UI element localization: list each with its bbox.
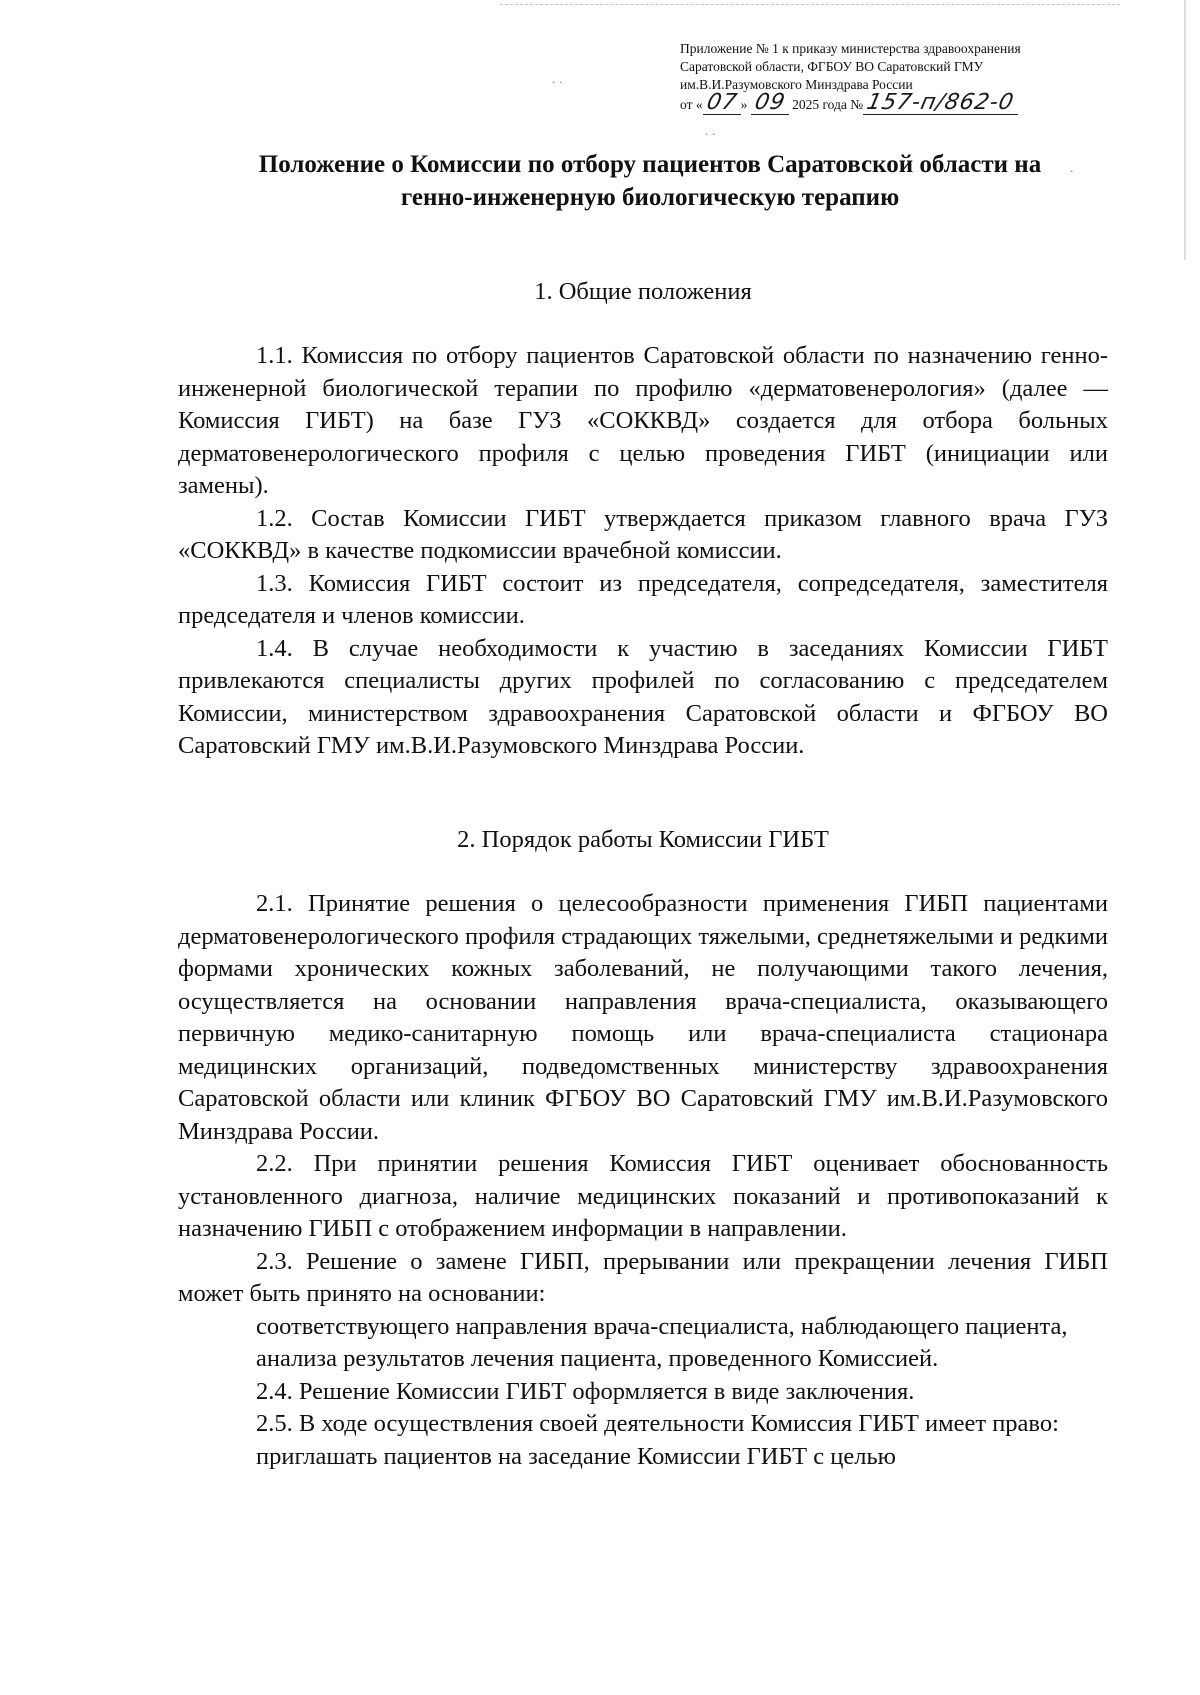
date-month-handwritten: 09 <box>752 90 788 115</box>
annex-line-2: Саратовской области, ФГБОУ ВО Саратовский ГМУ <box>680 59 984 74</box>
section-1-heading: 1. Общие положения <box>534 278 752 305</box>
scan-speck: · · <box>705 128 716 141</box>
paragraph-2-5: 2.5. В ходе осуществления своей деятельности Комиссия ГИБТ имеет право: <box>256 1410 1059 1437</box>
annex-line-1: Приложение № 1 к приказу министерства здравоохранения <box>680 41 1021 56</box>
annex-line-3: им.В.И.Разумовского Минздрава России <box>680 77 913 92</box>
scan-speck: · · <box>552 76 563 89</box>
scan-edge-right <box>1184 0 1186 260</box>
annex-date-line <box>680 90 1130 115</box>
order-number-handwritten: 157-п/862-0 <box>864 90 1017 115</box>
paragraph-2-3-item-2: анализа результатов лечения пациента, проведенного Комиссией. <box>256 1345 939 1372</box>
date-day-handwritten: 07 <box>704 90 740 115</box>
paragraph-2-3: 2.3. Решение о замене ГИБП, прерывании или прекращении лечения ГИБП может быть принято на основании: <box>178 1247 1108 1307</box>
order-number-field <box>863 90 1018 115</box>
date-month-field <box>751 90 789 115</box>
paragraph-2-1: 2.1. Принятие решения о целесообразности применения ГИБП пациентами дерматовенерологического профиля страдающих тяжелыми, среднетяжелыми и редкими формами хронических кожных заболеваний, не получающими такого лечения, осуществляется на основании направления врача-специалиста, оказывающего первичную медико-санитарную помощь или врача-специалиста стационара медицинских организаций, подведомственных министерству здравоохранения Саратовской области или клиник ФГБОУ ВО Саратовский ГМУ им.В.И.Разумовского Минздрава России. <box>178 890 1108 1145</box>
annex-note <box>680 40 1130 115</box>
date-prefix: от « <box>680 97 703 112</box>
date-year-text: 2025 года № <box>792 97 864 112</box>
paragraph-2-5-item-1: приглашать пациентов на заседание Комиссии ГИБТ с целью <box>256 1442 896 1470</box>
paragraph-1-4: 1.4. В случае необходимости к участию в заседаниях Комиссии ГИБТ привлекаются специалисты других профилей по согласованию с председателем Комиссии, министерством здравоохранения Саратовской области и ФГБОУ ВО Саратовский ГМУ им.В.И.Разумовского Минздрава России. <box>178 634 1108 759</box>
paragraph-1-3: 1.3. Комиссия ГИБТ состоит из председателя, сопредседателя, заместителя председателя и членов комиссии. <box>178 569 1108 629</box>
scan-speck: · <box>1070 165 1074 178</box>
paragraph-1-1: 1.1. Комиссия по отбору пациентов Саратовской области по назначению генно-инженерной биологической терапии по профилю «дерматовенерология» (далее — Комиссия ГИБТ) на базе ГУЗ «СОККВД» создается для отбора больных дерматовенерологического профиля с целью проведения ГИБТ (инициации или замены). <box>178 342 1108 499</box>
paragraph-2-2: 2.2. При принятии решения Комиссия ГИБТ оценивает обоснованность установленного диагноза, наличие медицинских показаний и противопоказаний к назначению ГИБП с отображением информации в направлении. <box>178 1150 1108 1242</box>
section-1-body <box>178 340 1108 763</box>
paragraph-2-4: 2.4. Решение Комиссии ГИБТ оформляется в виде заключения. <box>256 1377 915 1405</box>
section-2-heading: 2. Порядок работы Комиссии ГИБТ <box>457 826 829 853</box>
paragraph-2-3-item-1: соответствующего направления врача-специалиста, наблюдающего пациента, <box>256 1312 1068 1340</box>
paragraph-1-2: 1.2. Состав Комиссии ГИБТ утверждается приказом главного врача ГУЗ «СОККВД» в качестве подкомиссии врачебной комиссии. <box>178 504 1108 564</box>
date-day-field <box>703 90 741 115</box>
section-2-body <box>178 888 1108 1473</box>
date-mid: » <box>740 97 748 112</box>
document-title: Положение о Комиссии по отбору пациентов Саратовской области на генно-инженерную биологическую терапию <box>258 151 1042 211</box>
scan-edge-top <box>500 0 1120 5</box>
